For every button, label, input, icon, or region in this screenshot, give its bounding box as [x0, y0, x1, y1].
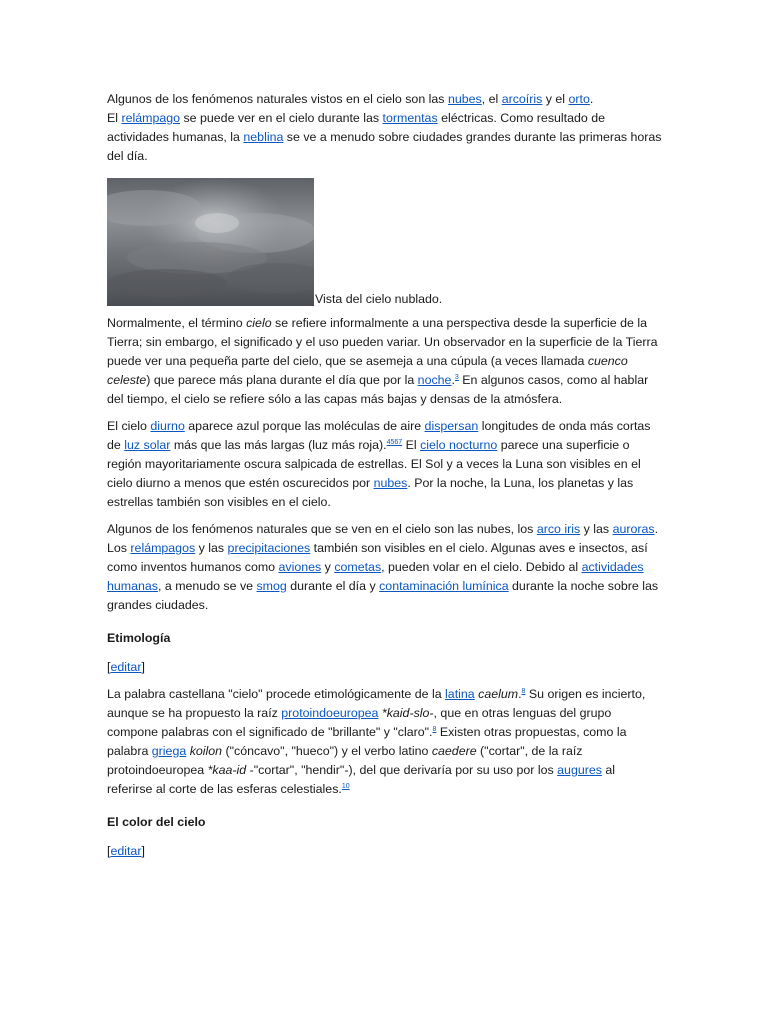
text: Su origen es incierto, aunque se ha propuesto la raíz [107, 687, 646, 720]
link-actividades-humanas[interactable]: actividades humanas [107, 560, 644, 593]
reference-link[interactable]: 4567 [386, 438, 403, 446]
text: , que en otras lenguas del grupo compone palabras con el significado de "brillante" y "claro". [107, 706, 612, 739]
italic-term: caedere [431, 744, 477, 758]
reference-10[interactable] [342, 783, 350, 790]
link-neblina[interactable]: neblina [243, 130, 284, 144]
text: Normalmente, el término [107, 316, 247, 330]
text: parece una superficie o región mayoritariamente oscura salpicada de estrellas. El Sol y a veces la Luna son visibles en el cielo diurno a menos que estén oscurecidos por [107, 438, 641, 490]
link-tormentas[interactable]: tormentas [382, 111, 438, 125]
reference-link[interactable]: 8 [521, 687, 526, 695]
link-augures[interactable]: augures [557, 763, 602, 777]
link-nubes-2[interactable]: nubes [373, 476, 408, 490]
text: y el [542, 92, 569, 106]
link-diurno[interactable]: diurno [150, 419, 185, 433]
text: también son visibles en el cielo. Algunas aves e insectos, así como inventos humanos como [107, 541, 648, 574]
figure-cloudy-sky [107, 178, 663, 306]
italic-term: koilon [189, 744, 223, 758]
text: se ve a menudo sobre ciudades grandes durante las primeras horas del día. [107, 130, 662, 163]
text: , pueden volar en el cielo. Debido al [381, 560, 582, 574]
link-cometas[interactable]: cometas [334, 560, 382, 574]
reference-link[interactable]: 10 [341, 782, 350, 790]
link-smog[interactable]: smog [256, 579, 287, 593]
cloudy-sky-image [107, 178, 314, 306]
italic-term: *kaid-slo- [381, 706, 434, 720]
edit-link[interactable]: editar [110, 660, 142, 674]
link-relampagos[interactable]: relámpagos [130, 541, 196, 555]
italic-term: cielo [246, 316, 272, 330]
text: . [451, 373, 455, 387]
text: más que las más largas (luz más roja). [170, 438, 387, 452]
bracket: ] [141, 660, 145, 674]
text: , el [481, 92, 502, 106]
paragraph-etimologia [107, 685, 663, 799]
text: Algunos de los fenómenos naturales vistos en el cielo son las [107, 92, 448, 106]
link-arcoiris[interactable]: arcoíris [501, 92, 543, 106]
section-heading-color: El color del cielo [107, 815, 206, 829]
figure-caption: Vista del cielo nublado. [315, 292, 443, 306]
text: y las [580, 522, 613, 536]
bracket: ] [141, 844, 145, 858]
text: al referirse al corte de las esferas celestiales. [107, 763, 616, 796]
text: -"cortar", "hendir"-), del que derivaría por su uso por los [246, 763, 558, 777]
link-protoindoeuropea[interactable]: protoindoeuropea [281, 706, 379, 720]
bracket: [ [107, 844, 111, 858]
link-auroras[interactable]: auroras [612, 522, 655, 536]
text: El [107, 111, 122, 125]
text: , a menudo se ve [157, 579, 257, 593]
link-griega[interactable]: griega [151, 744, 187, 758]
link-dispersan[interactable]: dispersan [424, 419, 479, 433]
reference-link[interactable]: 3 [454, 373, 459, 381]
intro-paragraph [107, 90, 663, 166]
link-cielo-nocturno[interactable]: cielo nocturno [420, 438, 498, 452]
text: Existen otras propuestas, como la palabra [107, 725, 627, 758]
paragraph-cielo-diurno [107, 417, 663, 512]
link-relampago[interactable]: relámpago [121, 111, 181, 125]
section-heading-etimologia: Etimología [107, 631, 171, 645]
link-precipitaciones[interactable]: precipitaciones [227, 541, 311, 555]
text: El cielo [107, 419, 151, 433]
text: . [589, 92, 594, 106]
text: y [321, 560, 335, 574]
text: . Por la noche, la Luna, los planetas y las estrellas también son visibles en el cielo. [107, 476, 634, 509]
text: durante la noche sobre las grandes ciudades. [107, 579, 659, 612]
text: La palabra castellana "cielo" procede etimológicamente de la [107, 687, 446, 701]
reference-4567[interactable] [387, 439, 403, 446]
bracket: [ [107, 660, 111, 674]
edit-link[interactable]: editar [110, 844, 142, 858]
text: longitudes de onda más cortas de [107, 419, 651, 452]
edit-section-etimologia [107, 658, 663, 677]
link-nubes[interactable]: nubes [447, 92, 482, 106]
link-latina[interactable]: latina [445, 687, 475, 701]
text: En algunos casos, como al hablar del tiempo, el cielo se refiere sólo a las capas más bajas y densas de la atmósfera. [107, 373, 649, 406]
text: se refiere informalmente a una perspectiva desde la superficie de la Tierra; sin embargo, el significado y el uso pueden variar. Un observador en la superficie de la Tierra puede ver una pequeña parte del cielo, que se asemeja a una cúpula (a veces llamada [107, 316, 658, 368]
text: eléctricas. Como resultado de actividades humanas, la [107, 111, 605, 144]
text: Algunos de los fenómenos naturales que se ven en el cielo son las nubes, los [107, 522, 537, 536]
link-orto[interactable]: orto [568, 92, 590, 106]
text: se puede ver en el cielo durante las [180, 111, 383, 125]
text: y las [195, 541, 228, 555]
italic-term: *kaa-id [207, 763, 247, 777]
link-noche[interactable]: noche [417, 373, 452, 387]
italic-term: caelum [478, 687, 519, 701]
edit-section-color [107, 842, 663, 861]
text: El [402, 438, 421, 452]
link-arco-iris[interactable]: arco iris [536, 522, 581, 536]
text: . [518, 687, 522, 701]
reference-link[interactable]: 8 [432, 725, 437, 733]
paragraph-fenomenos [107, 520, 663, 615]
link-aviones[interactable]: aviones [278, 560, 322, 574]
link-contaminacion-luminica[interactable]: contaminación lumínica [379, 579, 509, 593]
italic-term: cuenco celeste [107, 354, 628, 387]
text: ) que parece más plana durante el día que por la [146, 373, 418, 387]
text: durante el día y [286, 579, 380, 593]
text: ("cortar", de la raíz protoindoeuropea [107, 744, 583, 777]
paragraph-perspectiva [107, 314, 663, 409]
link-luz-solar[interactable]: luz solar [124, 438, 171, 452]
article-content [107, 90, 663, 861]
text: . Los [107, 522, 659, 555]
text: aparece azul porque las moléculas de aire [184, 419, 425, 433]
text: ("cóncavo", "hueco") y el verbo latino [222, 744, 432, 758]
